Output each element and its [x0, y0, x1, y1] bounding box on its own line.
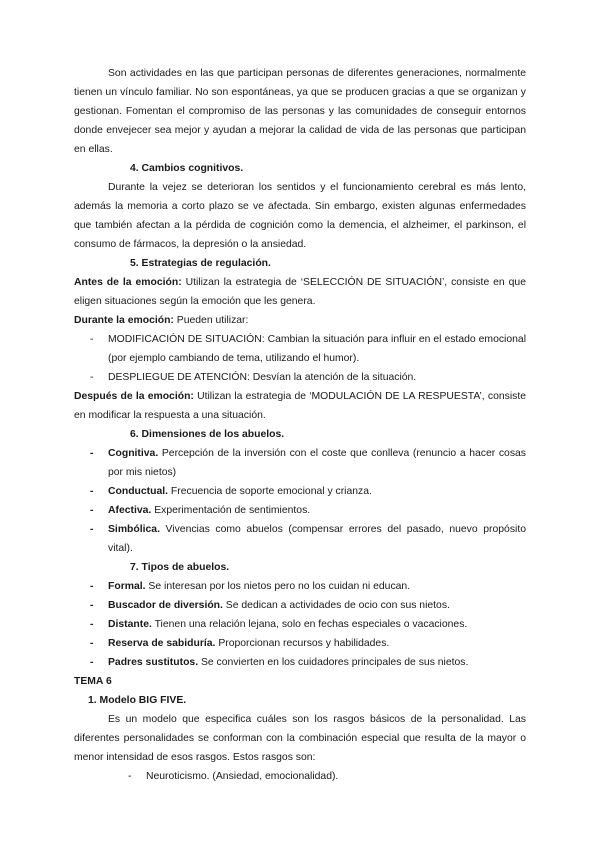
list-item: - Simbólica. Vivencias como abuelos (compensar errores del pasado, nuevo propósito vital). [74, 520, 526, 558]
big-five-paragraph: Es un modelo que especifica cuáles son los rasgos básicos de la personalidad. Las diferentes personalidades se conforman con la combinación especial que resulta de la mayor o menor intensidad de esos rasgos. Estos rasgos son: [74, 714, 526, 763]
grandparent-types-list [74, 577, 526, 672]
dimensions-list [74, 444, 526, 558]
bullet-marker: - [90, 505, 94, 516]
list-item: - Afectiva. Experimentación de sentimientos. [74, 501, 526, 520]
list-item: - Formal. Se interesan por los nietos pero no los cuidan ni educan. [74, 577, 526, 596]
list-item: - DESPLIEGUE DE ATENCIÓN: Desvían la atención de la situación. [74, 368, 526, 387]
bullet-marker: - [90, 657, 94, 668]
bullet-marker: - [90, 600, 94, 611]
after-emotion-text: Utilizan la estrategia de ‘MODULACIÓN DE LA RESPUESTA’, consiste en modificar la respuesta a una situación. [74, 391, 527, 421]
list-item: - Buscador de diversión. Se dedican a actividades de ocio con sus nietos. [74, 596, 526, 615]
list-item: - Distante. Tienen una relación lejana, solo en fechas especiales o vacaciones. [74, 615, 526, 634]
dash-marker: - [90, 372, 94, 383]
list-item: - Reserva de sabiduría. Proporcionan recursos y habilidades. [74, 634, 526, 653]
section-4-paragraph: Durante la vejez se deterioran los sentidos y el funcionamiento cerebral es más lento, además la memoria a corto plazo se ve afectada. Sin embargo, existen algunas enfermedades que también afectan a la pérdida de cognición como la demencia, el alzheimer, el parkinson, el consumo de fármacos, la depresión o la ansiedad. [74, 182, 526, 250]
before-emotion-paragraph [74, 273, 526, 311]
list-item: - Padres sustitutos. Se convierten en los cuidadores principales de sus nietos. [74, 653, 526, 672]
during-emotion-text: Pueden utilizar: [173, 315, 249, 326]
during-emotion-label: Durante la emoción: [74, 315, 174, 326]
after-emotion-paragraph [74, 387, 526, 425]
list-item: - Cognitiva. Percepción de la inversión con el coste que conlleva (renuncio a hacer cosas por mis nietos) [74, 444, 526, 482]
big-five-traits-list [74, 767, 526, 786]
list-item: - Neuroticismo. (Ansiedad, emocionalidad). [74, 767, 526, 786]
bullet-marker: - [90, 524, 94, 535]
section-4-heading: 4. Cambios cognitivos. [130, 163, 244, 174]
during-emotion-list [74, 330, 526, 387]
before-emotion-label: Antes de la emoción: [74, 277, 182, 288]
dash-marker: - [90, 334, 94, 345]
after-emotion-label: Después de la emoción: [74, 391, 194, 402]
during-emotion-paragraph [74, 311, 526, 330]
section-5-heading: 5. Estrategias de regulación. [130, 258, 271, 269]
bullet-marker: - [90, 581, 94, 592]
section-6-heading: 6. Dimensiones de los abuelos. [130, 429, 285, 440]
before-emotion-text: Utilizan la estrategia de ‘SELECCIÓN DE SITUACIÓN’, consiste en que eligen situaciones según la emoción que les genera. [74, 277, 526, 307]
bullet-marker: - [90, 486, 94, 497]
bullet-marker: - [90, 448, 94, 459]
tema-heading: TEMA 6 [74, 676, 112, 687]
big-five-heading: 1. Modelo BIG FIVE. [88, 695, 187, 706]
dash-marker: - [128, 771, 132, 782]
intro-paragraph: Son actividades en las que participan personas de diferentes generaciones, normalmente tienen un vínculo familiar. No son espontáneas, ya que se producen gracias a que se organizan y gestionan. Fomentan el compromiso de las personas y las comunidades de conseguir entornos donde envejecer sea mejor y ayudan a mejorar la calidad de vida de las personas que participan en ellas. [74, 68, 526, 155]
bullet-marker: - [90, 619, 94, 630]
list-item: - MODIFICACIÓN DE SITUACIÓN: Cambian la situación para influir en el estado emocional (por ejemplo cambiando de tema, utilizando el humor). [74, 330, 526, 368]
list-item: - Conductual. Frecuencia de soporte emocional y crianza. [74, 482, 526, 501]
bullet-marker: - [90, 638, 94, 649]
section-7-heading: 7. Tipos de abuelos. [130, 562, 230, 573]
document-body [74, 64, 526, 786]
